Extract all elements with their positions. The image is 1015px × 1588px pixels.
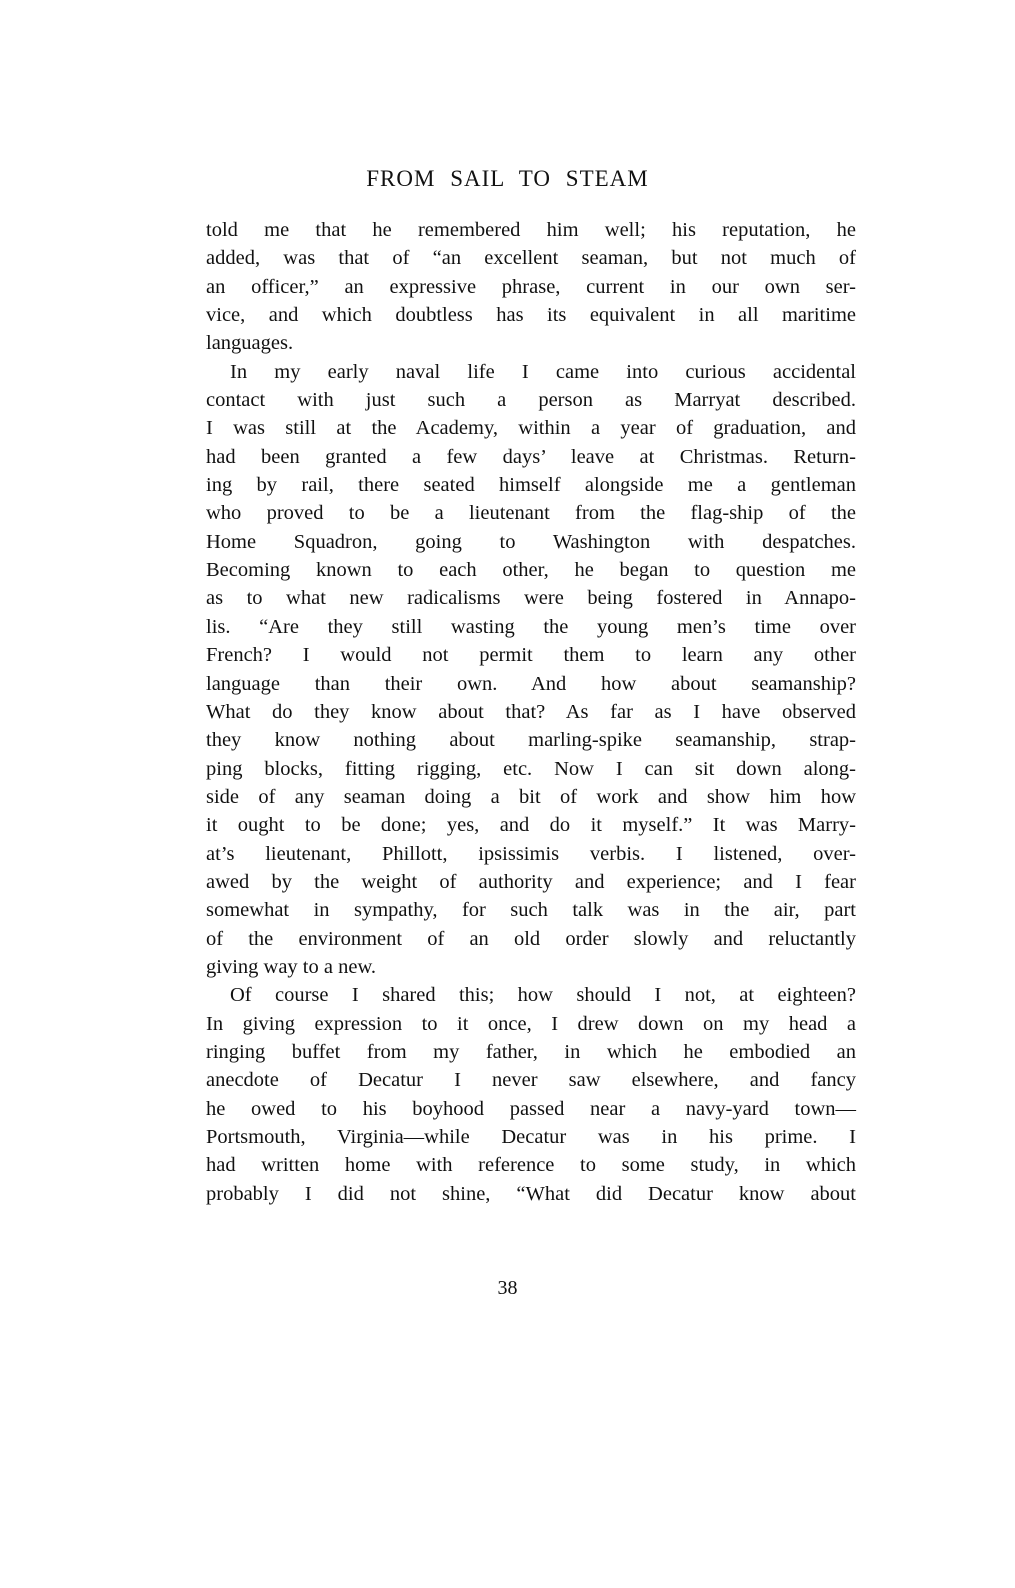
text-line: had written home with reference to some study, in which: [206, 1154, 856, 1177]
text-line: ringing buffet from my father, in which he embodied an: [206, 1040, 856, 1063]
text-line: added, was that of “an excellent seaman, but not much of: [206, 247, 856, 270]
text-line: at’s lieutenant, Phillott, ipsissimis verbis. I listened, over-: [206, 842, 856, 865]
text-line: language than their own. And how about seamanship?: [206, 672, 856, 695]
text-line: it ought to be done; yes, and do it myself.” It was Marry-: [206, 814, 856, 837]
paragraph-2: [206, 358, 856, 982]
text-line: ing by rail, there seated himself alongside me a gentleman: [206, 474, 856, 497]
text-line: contact with just such a person as Marryat described.: [206, 389, 856, 412]
text-line: who proved to be a lieutenant from the flag-ship of the: [206, 502, 856, 525]
text-line: Home Squadron, going to Washington with despatches.: [206, 530, 856, 553]
text-line: he owed to his boyhood passed near a navy-yard town—: [206, 1097, 856, 1120]
text-line: somewhat in sympathy, for such talk was in the air, part: [206, 899, 856, 922]
body-text: [206, 216, 856, 1208]
text-line: told me that he remembered him well; his reputation, he: [206, 219, 856, 241]
paragraph-3: [206, 981, 856, 1208]
text-line: an officer,” an expressive phrase, current in our own ser-: [206, 275, 856, 298]
text-line: Becoming known to each other, he began to question me: [206, 559, 856, 582]
text-line: I was still at the Academy, within a year of graduation, and: [206, 417, 856, 440]
text-line: of the environment of an old order slowly and reluctantly: [206, 927, 856, 950]
text-line: giving way to a new.: [206, 955, 377, 978]
text-line: In my early naval life I came into curious accidental: [230, 360, 856, 383]
running-head: FROM SAIL TO STEAM: [366, 166, 649, 191]
text-line: side of any seaman doing a bit of work and show him how: [206, 785, 856, 808]
text-line: What do they know about that? As far as I have observed: [206, 700, 856, 723]
text-line: probably I did not shine, “What did Decatur know about: [206, 1182, 856, 1205]
page-number: 38: [497, 1277, 518, 1299]
text-line: ping blocks, fitting rigging, etc. Now I can sit down along-: [206, 757, 856, 780]
paragraph-1: [206, 216, 856, 358]
text-line: Of course I shared this; how should I not, at eighteen?: [230, 984, 856, 1007]
text-line: French? I would not permit them to learn any other: [206, 644, 856, 667]
text-line: In giving expression to it once, I drew down on my head a: [206, 1012, 856, 1035]
text-line: lis. “Are they still wasting the young men’s time over: [206, 615, 856, 638]
text-line: vice, and which doubtless has its equivalent in all maritime: [206, 304, 856, 327]
text-line: awed by the weight of authority and experience; and I fear: [206, 870, 856, 893]
text-line: they know nothing about marling-spike seamanship, strap-: [206, 729, 856, 752]
text-line: anecdote of Decatur I never saw elsewhere, and fancy: [206, 1069, 856, 1092]
text-line: Portsmouth, Virginia—while Decatur was in his prime. I: [206, 1126, 856, 1148]
text-line: languages.: [206, 332, 294, 355]
text-line: as to what new radicalisms were being fostered in Annapo-: [206, 587, 856, 610]
text-line: had been granted a few days’ leave at Christmas. Return-: [206, 445, 856, 468]
